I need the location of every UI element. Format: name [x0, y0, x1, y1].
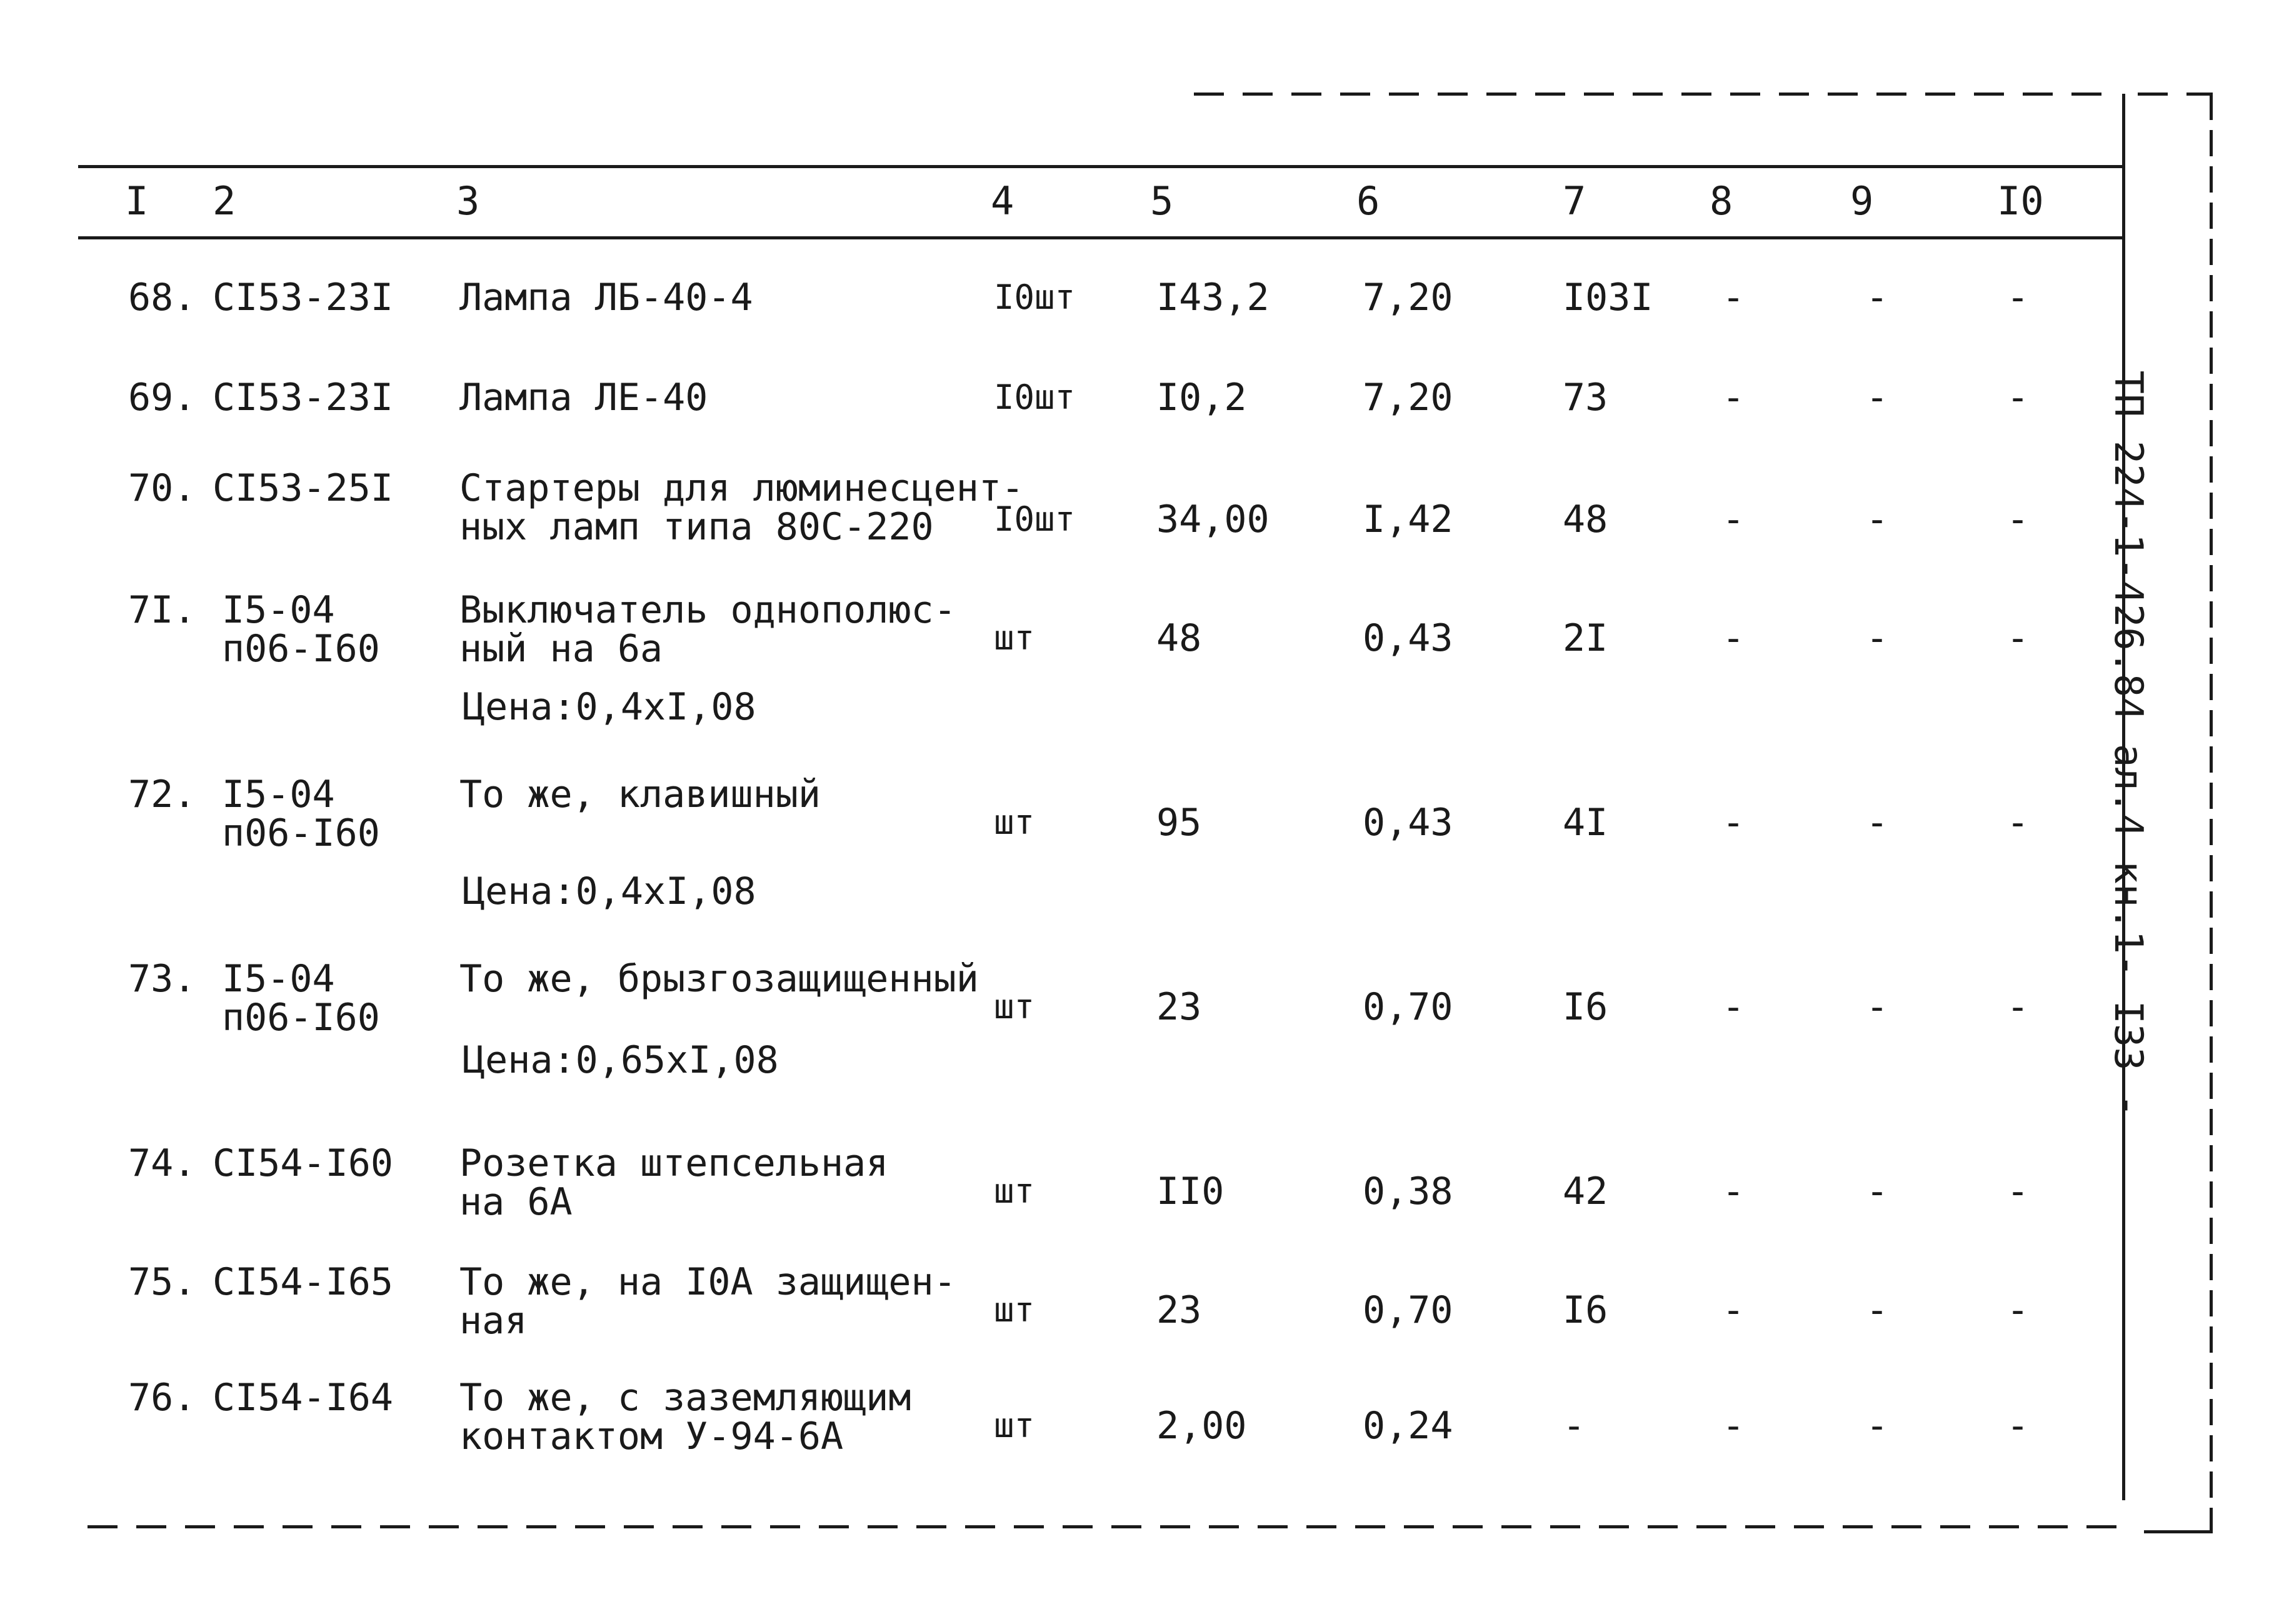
col9-value: -: [1866, 801, 1889, 845]
col5-value: 34,00: [1156, 498, 1270, 541]
col6-value: 0,43: [1363, 801, 1453, 845]
col10-value: -: [2006, 276, 2030, 319]
column-header: 4: [991, 178, 1014, 224]
item-name: Розетка штепсельная: [459, 1141, 889, 1185]
col8-value: -: [1722, 376, 1745, 419]
item-name: ная: [459, 1299, 528, 1343]
item-unit: шт: [994, 1406, 1035, 1445]
item-name: ных ламп типа 80С-220: [459, 505, 934, 549]
col7-value: 4I: [1563, 801, 1608, 845]
item-name: ный на 6а: [459, 627, 663, 671]
col10-value: -: [2006, 1288, 2030, 1332]
header-top-rule: [78, 165, 2122, 168]
col6-value: 0,70: [1363, 1288, 1453, 1332]
col5-value: 95: [1156, 801, 1202, 845]
document-stamp: ТП 224-1-426.84 ал.4 кн.1- I33 -: [2106, 370, 2151, 1118]
col10-value: -: [2006, 376, 2030, 419]
item-unit: шт: [994, 1290, 1035, 1330]
item-unit: I0шт: [994, 499, 1076, 539]
item-unit: I0шт: [994, 378, 1076, 417]
col8-value: -: [1722, 1288, 1745, 1332]
column-header: 8: [1710, 178, 1733, 224]
item-name: Лампа ЛЕ-40: [459, 376, 708, 419]
item-unit: шт: [994, 618, 1035, 658]
col9-value: -: [1866, 1288, 1889, 1332]
row-number: 76.: [128, 1376, 196, 1420]
column-header: 2: [213, 178, 236, 224]
col10-value: -: [2006, 498, 2030, 541]
col6-value: 0,70: [1363, 985, 1453, 1029]
price-note: Цена:0,4хI,08: [463, 685, 756, 729]
item-name: Выключатель однополюс-: [459, 588, 956, 632]
bottom-right-corner-rule: [2144, 1530, 2213, 1533]
col7-value: 42: [1563, 1170, 1608, 1213]
column-header: 5: [1150, 178, 1174, 224]
col9-value: -: [1866, 498, 1889, 541]
col7-value: 2I: [1563, 616, 1608, 660]
item-name: То же, клавишный: [459, 773, 821, 816]
col9-value: -: [1866, 616, 1889, 660]
row-number: 73.: [128, 957, 196, 1001]
col6-value: 0,43: [1363, 616, 1453, 660]
item-code: CI54-I64: [213, 1376, 393, 1420]
row-number: 69.: [128, 376, 196, 419]
col10-value: -: [2006, 1170, 2030, 1213]
item-unit: I0шт: [994, 278, 1076, 317]
item-unit: шт: [994, 1171, 1035, 1211]
item-code: п06-I60: [222, 811, 380, 855]
right-dashed-border: [2210, 94, 2213, 1531]
col7-value: 73: [1563, 376, 1608, 419]
item-code: CI54-I60: [213, 1141, 393, 1185]
col8-value: -: [1722, 1404, 1745, 1448]
column-header: 6: [1356, 178, 1380, 224]
col7-value: 48: [1563, 498, 1608, 541]
col6-value: 7,20: [1363, 276, 1453, 319]
col10-value: -: [2006, 801, 2030, 845]
col9-value: -: [1866, 1404, 1889, 1448]
col8-value: -: [1722, 1170, 1745, 1213]
item-name: Стартеры для люминесцент-: [459, 466, 1024, 510]
item-name: контактом У-94-6А: [459, 1415, 844, 1458]
price-note: Цена:0,65хI,08: [463, 1038, 779, 1082]
item-unit: шт: [994, 803, 1035, 842]
header-bottom-rule: [78, 236, 2122, 239]
col5-value: 23: [1156, 985, 1202, 1029]
item-code: CI54-I65: [213, 1260, 393, 1304]
col6-value: 0,24: [1363, 1404, 1453, 1448]
column-header: I: [125, 178, 149, 224]
col7-value: I03I: [1563, 276, 1653, 319]
item-code: CI53-23I: [213, 276, 393, 319]
item-code: I5-04: [222, 773, 335, 816]
row-number: 68.: [128, 276, 196, 319]
col6-value: 0,38: [1363, 1170, 1453, 1213]
col7-value: I6: [1563, 1288, 1608, 1332]
col9-value: -: [1866, 1170, 1889, 1213]
column-header: 7: [1563, 178, 1586, 224]
col10-value: -: [2006, 616, 2030, 660]
column-header: I0: [1997, 178, 2044, 224]
col8-value: -: [1722, 276, 1745, 319]
top-right-dashed-border: [2138, 93, 2213, 96]
item-name: То же, на I0А защищен-: [459, 1260, 956, 1304]
col8-value: -: [1722, 616, 1745, 660]
bottom-dashed-border: [88, 1525, 2125, 1528]
col8-value: -: [1722, 985, 1745, 1029]
col5-value: 2,00: [1156, 1404, 1247, 1448]
col8-value: -: [1722, 498, 1745, 541]
row-number: 74.: [128, 1141, 196, 1185]
col5-value: I0,2: [1156, 376, 1247, 419]
item-name: То же, с заземляющим: [459, 1376, 911, 1420]
col5-value: II0: [1156, 1170, 1225, 1213]
row-number: 70.: [128, 466, 196, 510]
item-code: п06-I60: [222, 996, 380, 1040]
col5-value: I43,2: [1156, 276, 1270, 319]
price-note: Цена:0,4хI,08: [463, 870, 756, 913]
row-number: 72.: [128, 773, 196, 816]
col5-value: 48: [1156, 616, 1202, 660]
col5-value: 23: [1156, 1288, 1202, 1332]
col7-value: I6: [1563, 985, 1608, 1029]
row-number: 7I.: [128, 588, 196, 632]
col6-value: I,42: [1363, 498, 1453, 541]
item-code: I5-04: [222, 957, 335, 1001]
item-code: I5-04: [222, 588, 335, 632]
column-header: 3: [456, 178, 480, 224]
col9-value: -: [1866, 985, 1889, 1029]
top-dashed-border: [1194, 93, 2119, 96]
item-code: CI53-25I: [213, 466, 393, 510]
col8-value: -: [1722, 801, 1745, 845]
item-name: То же, брызгозащищенный: [459, 957, 979, 1001]
item-unit: шт: [994, 987, 1035, 1026]
column-header: 9: [1850, 178, 1874, 224]
col6-value: 7,20: [1363, 376, 1453, 419]
col10-value: -: [2006, 985, 2030, 1029]
col9-value: -: [1866, 376, 1889, 419]
col10-value: -: [2006, 1404, 2030, 1448]
item-name: Лампа ЛБ-40-4: [459, 276, 753, 319]
col7-value: -: [1563, 1404, 1586, 1448]
row-number: 75.: [128, 1260, 196, 1304]
item-code: CI53-23I: [213, 376, 393, 419]
col9-value: -: [1866, 276, 1889, 319]
item-name: на 6А: [459, 1180, 573, 1224]
item-code: п06-I60: [222, 627, 380, 671]
